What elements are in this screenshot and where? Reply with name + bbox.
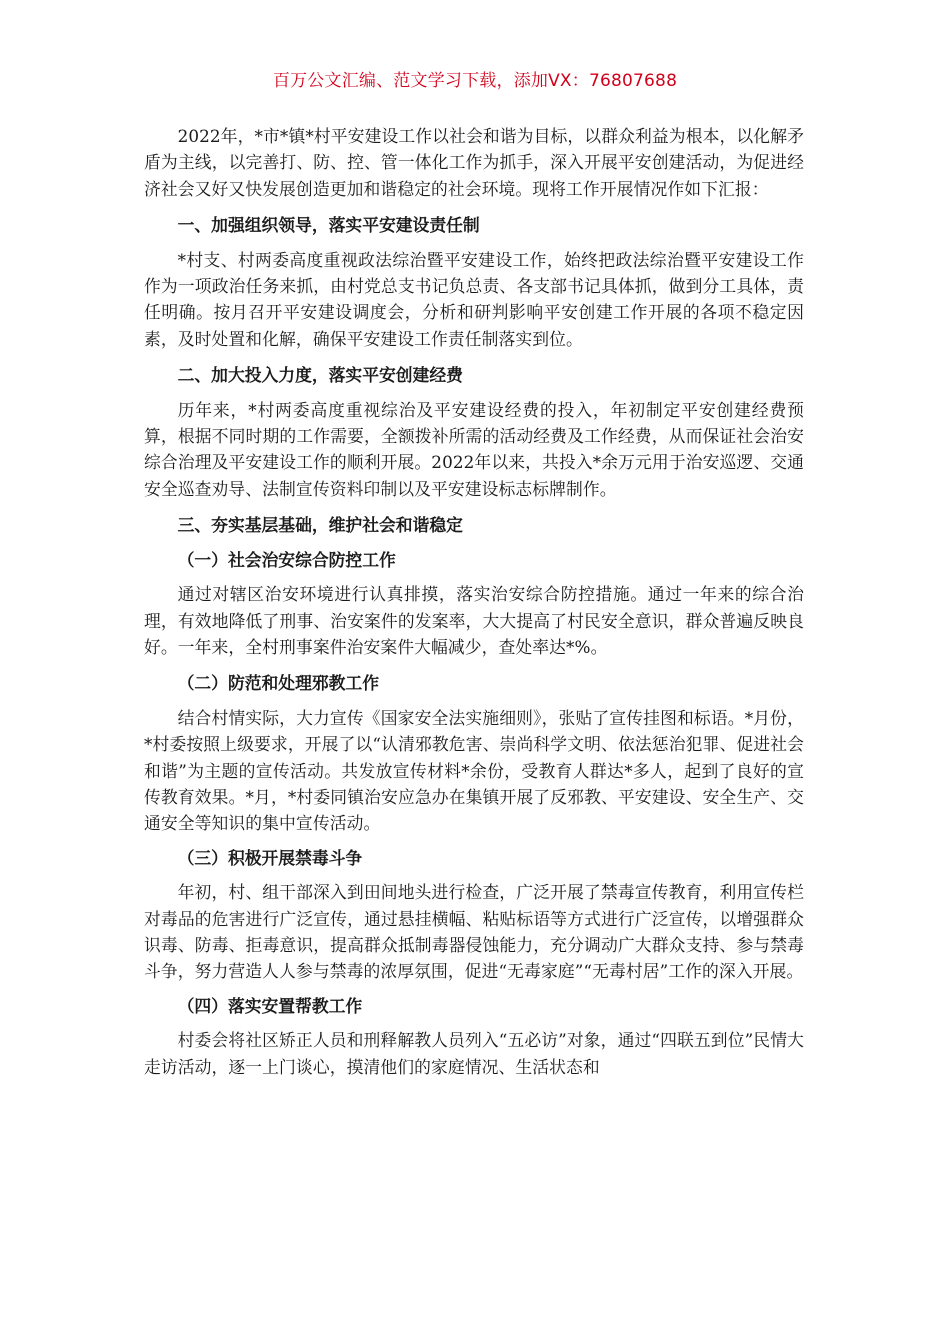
- section-2-paragraph: 历年来，*村两委高度重视综治及平安建设经费的投入，年初制定平安创建经费预算，根据不同时期的工作需要，全额拨补所需的活动经费及工作经费，从而保证社会治安综合治理及平安建设工作的顺利开展。2022年以来，共投入*余万元用于治安巡逻、交通安全巡查劝导、法制宣传资料印制以及平安建设标志标牌制作。: [144, 399, 804, 499]
- subsection-3-4-paragraph: 村委会将社区矫正人员和刑释解教人员列入“五必访”对象，通过“四联五到位”民情大走访活动，逐一上门谈心，摸清他们的家庭情况、生活状态和: [144, 1030, 804, 1077]
- subsection-3-4-heading: （四）落实安置帮教工作: [177, 995, 363, 1016]
- subsection-3-3-paragraph: 年初，村、组干部深入到田间地头进行检查，广泛开展了禁毒宣传教育，利用宣传栏对毒品的危害进行广泛宣传，通过悬挂横幅、粘贴标语等方式进行广泛宣传，以增强群众识毒、防毒、拒毒意识，提高群众抵制毒器侵蚀能力，充分调动广大群众支持、参与禁毒斗争，努力营造人人参与禁毒的浓厚氛围，促进“无毒家庭”“无毒村居”工作的深入开展。: [144, 882, 804, 982]
- subsection-3-3-heading: （三）积极开展禁毒斗争: [177, 847, 363, 868]
- document-body: [144, 123, 804, 1080]
- subsection-3-2-heading: （二）防范和处理邪教工作: [177, 673, 379, 694]
- section-2-heading: 二、加大投入力度，落实平安创建经费: [177, 365, 463, 386]
- intro-paragraph: 2022年，*市*镇*村平安建设工作以社会和谐为目标，以群众利益为根本，以化解矛盾为主线，以完善打、防、控、管一体化工作为抓手，深入开展平安创建活动，为促进经济社会又好又快发展创造更加和谐稳定的社会环境。现将工作开展情况作如下汇报：: [144, 126, 804, 199]
- promo-banner: 百万公文汇编、范文学习下载，添加VX：76807688: [272, 71, 678, 91]
- subsection-3-1-paragraph: 通过对辖区治安环境进行认真排摸，落实治安综合防控措施。通过一年来的综合治理，有效地降低了刑事、治安案件的发案率，大大提高了村民安全意识，群众普遍反映良好。一年来，全村刑事案件治安案件大幅减少，查处率达*%。: [144, 584, 804, 657]
- section-1-heading: 一、加强组织领导，落实平安建设责任制: [177, 215, 480, 236]
- subsection-3-1-heading: （一）社会治安综合防控工作: [177, 549, 396, 570]
- subsection-3-2-paragraph: 结合村情实际，大力宣传《国家安全法实施细则》，张贴了宣传挂图和标语。*月份，*村委按照上级要求，开展了以“认清邪教危害、崇尚科学文明、依法惩治犯罪、促进社会和谐”为主题的宣传活动。共发放宣传材料*余份，受教育人群达*多人，起到了良好的宣传教育效果。*月，*村委同镇治安应急办在集镇开展了反邪教、平安建设、安全生产、交通安全等知识的集中宣传活动。: [144, 707, 804, 834]
- section-1-paragraph: *村支、村两委高度重视政法综治暨平安建设工作，始终把政法综治暨平安建设工作作为一项政治任务来抓，由村党总支书记负总责、各支部书记具体抓，做到分工具体，责任明确。按月召开平安建设调度会，分析和研判影响平安创建工作开展的各项不稳定因素，及时处置和化解，确保平安建设工作责任制落实到位。: [144, 249, 804, 349]
- section-3-heading: 三、夯实基层基础，维护社会和谐稳定: [177, 515, 463, 536]
